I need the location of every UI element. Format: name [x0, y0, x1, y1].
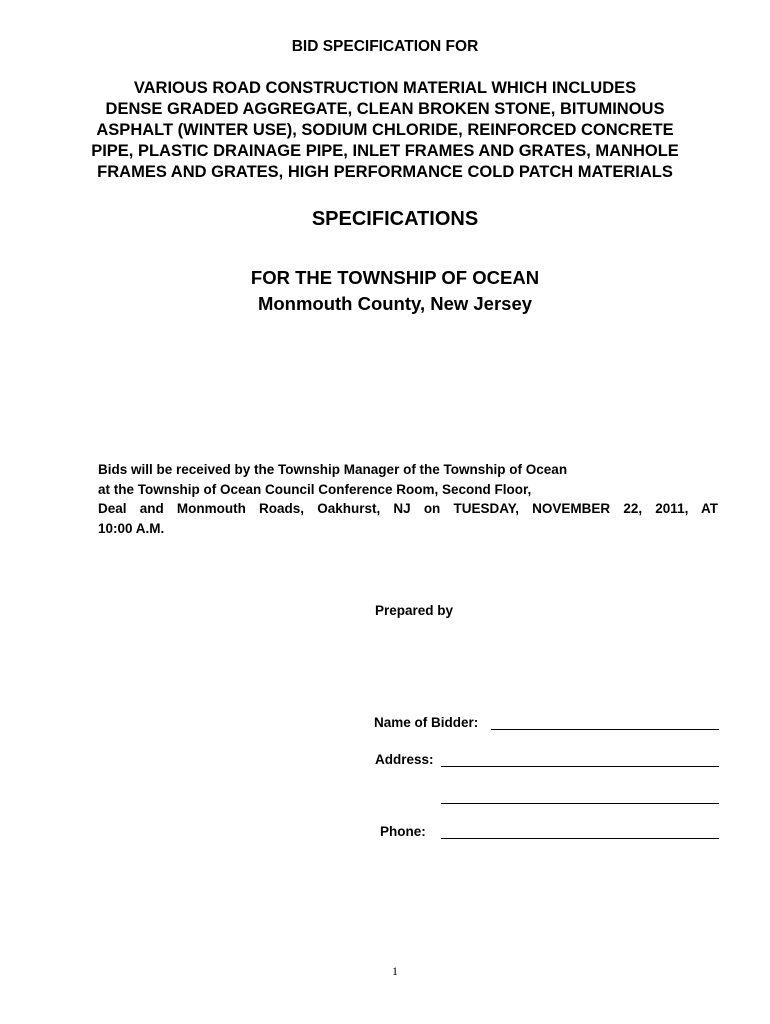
materials-title-block [40, 78, 730, 183]
township-heading: FOR THE TOWNSHIP OF OCEAN [250, 267, 540, 288]
specifications-heading: SPECIFICATIONS [311, 208, 479, 230]
bid-specification-heading: BID SPECIFICATION FOR [291, 38, 479, 55]
bids-notice-line: Bids will be received by the Township Manager of the Township of Ocean [98, 462, 568, 477]
bidder-name-field[interactable] [491, 729, 719, 730]
bids-notice [98, 460, 718, 538]
phone-field[interactable] [441, 838, 719, 839]
page-number: 1 [392, 964, 398, 978]
bids-notice-line: 10:00 A.M. [98, 520, 165, 536]
county-heading: Monmouth County, New Jersey [257, 293, 533, 314]
bids-notice-line: at the Township of Ocean Council Conference Room, Second Floor, [98, 481, 532, 497]
bids-notice-line: Deal and Monmouth Roads, Oakhurst, NJ on TUESDAY, NOVEMBER 22, 2011, AT [98, 501, 718, 516]
address-field-line-1[interactable] [441, 766, 719, 767]
materials-title-line: ASPHALT (WINTER USE), SODIUM CHLORIDE, REINFORCED CONCRETE [96, 121, 674, 139]
address-label: Address: [375, 752, 434, 767]
materials-title-line: PIPE, PLASTIC DRAINAGE PIPE, INLET FRAMES AND GRATES, MANHOLE [91, 142, 679, 160]
address-field-line-2[interactable] [441, 803, 719, 804]
bidder-name-label: Name of Bidder: [374, 715, 479, 730]
materials-title-line: DENSE GRADED AGGREGATE, CLEAN BROKEN STONE, BITUMINOUS [105, 100, 665, 118]
prepared-by-label: Prepared by [375, 603, 454, 618]
materials-title-line: FRAMES AND GRATES, HIGH PERFORMANCE COLD PATCH MATERIALS [97, 163, 673, 181]
phone-label: Phone: [380, 824, 426, 839]
materials-title-line: VARIOUS ROAD CONSTRUCTION MATERIAL WHICH INCLUDES [133, 79, 637, 97]
